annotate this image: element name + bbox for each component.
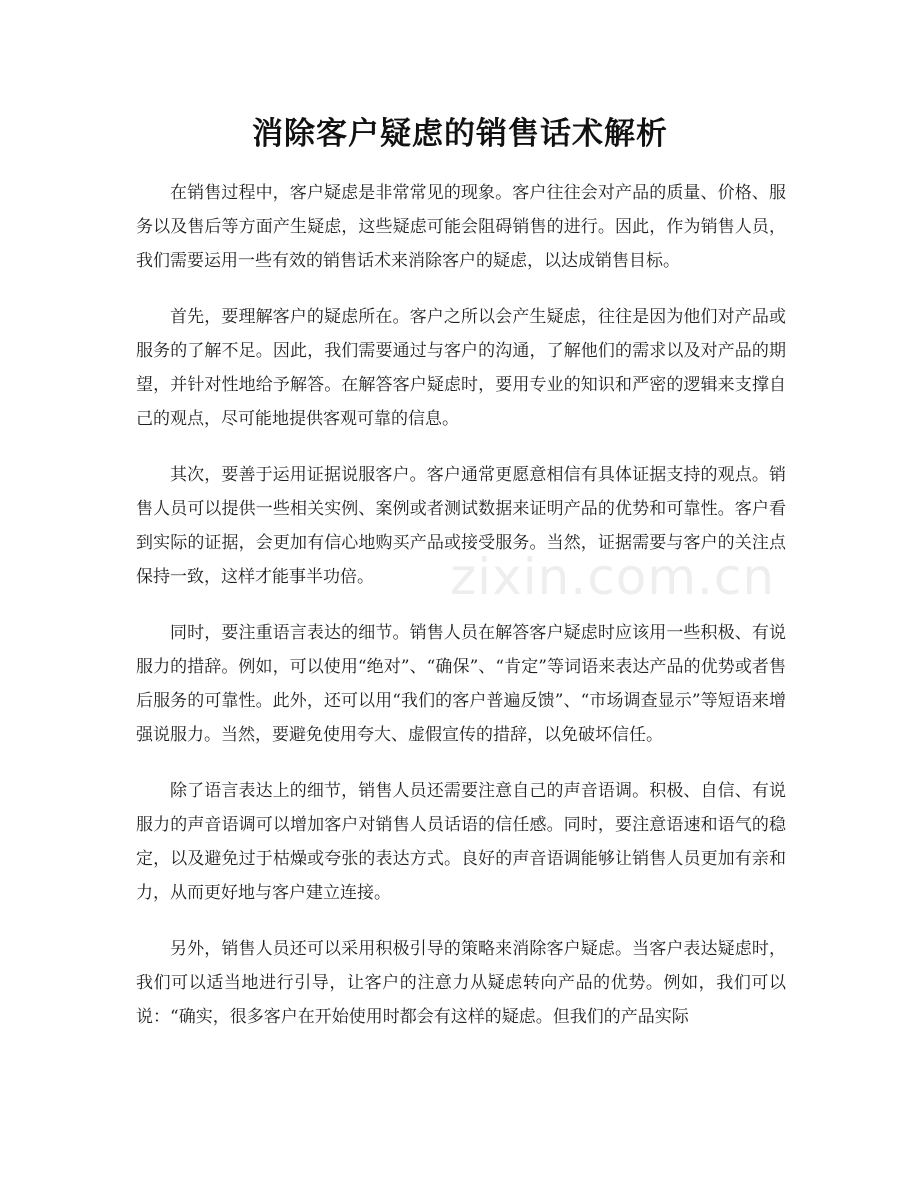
watermark: zixin.com.cn xyxy=(450,548,776,606)
paragraph-3: 其次，要善于运用证据说服客户。客户通常更愿意相信有具体证据支持的观点。销售人员可以提供一些相关实例、案例或者测试数据来证明产品的优势和可靠性。客户看到实际的证据，会更加有信心地购买产品或接受服务。当然，证据需要与客户的关注点保持一致，这样才能事半功倍。 xyxy=(136,465,786,587)
paragraph-5: 除了语言表达上的细节，销售人员还需要注意自己的声音语调。积极、自信、有说服力的声音语调可以增加客户对销售人员话语的信任感。同时，要注意语速和语气的稳定，以及避免过于枯燥或夸张的表达方式。良好的声音语调能够让销售人员更加有亲和力，从而更好地与客户建立连接。 xyxy=(136,781,786,903)
paragraph-4: 同时，要注重语言表达的细节。销售人员在解答客户疑虑时应该用一些积极、有说服力的措辞。例如，可以使用“绝对”、“确保”、“肯定”等词语来表达产品的优势或者售后服务的可靠性。此外，还可以用“我们的客户普遍反馈”、“市场调查显示”等短语来增强说服力。当然，要避免使用夸大、虚假宣传的措辞，以免破坏信任。 xyxy=(136,623,786,745)
document-title: 消除客户疑虑的销售话术解析 xyxy=(252,116,668,152)
paragraph-2: 首先，要理解客户的疑虑所在。客户之所以会产生疑虑，往往是因为他们对产品或服务的了解不足。因此，我们需要通过与客户的沟通，了解他们的需求以及对产品的期望，并针对性地给予解答。在解答客户疑虑时，要用专业的知识和严密的逻辑来支撑自己的观点，尽可能地提供客观可靠的信息。 xyxy=(136,307,786,429)
paragraph-1: 在销售过程中，客户疑虑是非常常见的现象。客户往往会对产品的质量、价格、服务以及售后等方面产生疑虑，这些疑虑可能会阻碍销售的进行。因此，作为销售人员，我们需要运用一些有效的销售话术来消除客户的疑虑，以达成销售目标。 xyxy=(136,183,786,271)
paragraph-6: 另外，销售人员还可以采用积极引导的策略来消除客户疑虑。当客户表达疑虑时，我们可以适当地进行引导，让客户的注意力从疑虑转向产品的优势。例如，我们可以说：“确实，很多客户在开始使用时都会有这样的疑虑。但我们的产品实际 xyxy=(136,939,786,1027)
document-body xyxy=(136,176,786,1056)
